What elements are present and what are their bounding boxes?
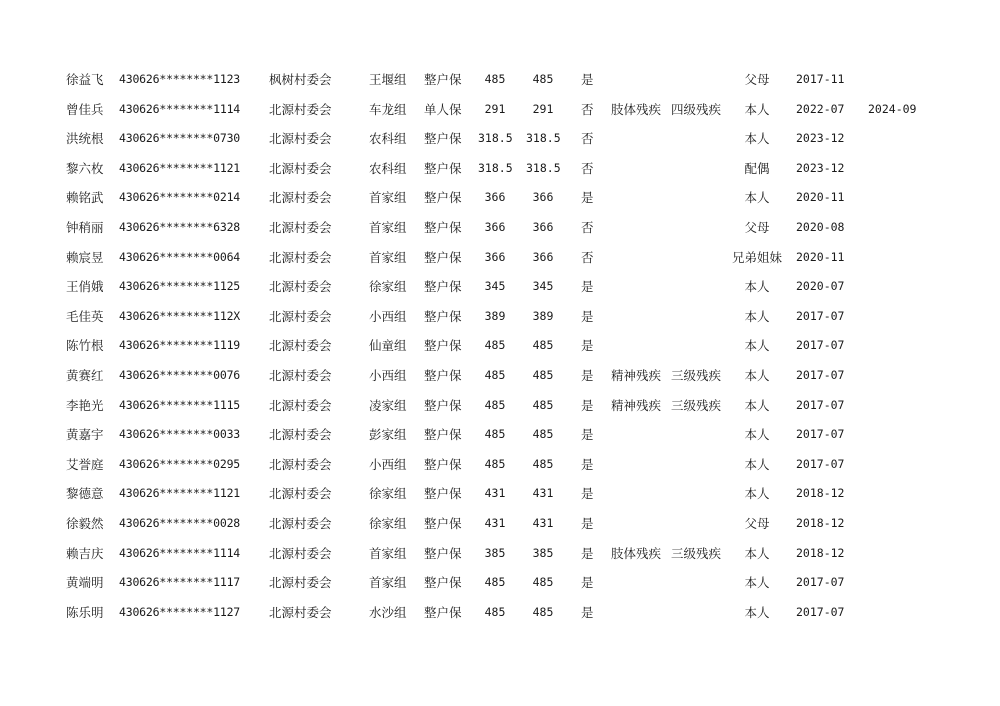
relation: 本人 (744, 545, 770, 561)
village-committee: 北源村委会 (269, 249, 332, 265)
id-number: 430626********0295 (119, 456, 241, 471)
flag-value: 否 (581, 160, 594, 176)
village-committee: 北源村委会 (269, 427, 332, 443)
flag-value: 否 (581, 131, 594, 147)
id-number: 430626********1127 (119, 604, 241, 619)
relation: 父母 (744, 515, 770, 531)
village-group: 凌家组 (369, 397, 407, 413)
flag-value: 否 (581, 101, 594, 117)
amount-paid: 389 (532, 308, 554, 323)
amount-standard: 485 (484, 604, 506, 619)
person-name: 赖铭武 (66, 190, 104, 206)
amount-standard: 385 (484, 545, 506, 560)
table-row (0, 95, 1000, 125)
person-name: 毛佳英 (66, 308, 104, 324)
person-name: 徐毅然 (66, 515, 104, 531)
assistance-type: 整户保 (424, 367, 462, 383)
amount-paid: 485 (532, 604, 554, 619)
village-committee: 北源村委会 (269, 160, 332, 176)
amount-standard: 485 (484, 427, 506, 442)
relation: 本人 (744, 604, 770, 620)
disability-type: 精神残疾 (611, 397, 662, 413)
person-name: 黎六枚 (66, 160, 104, 176)
amount-standard: 485 (484, 367, 506, 382)
relation: 本人 (744, 131, 770, 147)
flag-value: 是 (581, 456, 594, 472)
person-name: 艾誉庭 (66, 456, 104, 472)
village-group: 首家组 (369, 219, 407, 235)
person-name: 赖吉庆 (66, 545, 104, 561)
start-date: 2023-12 (796, 131, 845, 146)
table-row (0, 213, 1000, 243)
start-date: 2017-07 (796, 456, 845, 471)
end-date (868, 183, 928, 213)
village-group: 徐家组 (369, 279, 407, 295)
village-group: 王堰组 (369, 72, 407, 87)
amount-standard: 366 (484, 190, 506, 205)
disability-level (671, 479, 727, 509)
amount-paid: 485 (532, 427, 554, 442)
start-date: 2017-07 (796, 604, 845, 619)
relation: 本人 (744, 308, 770, 324)
amount-standard: 431 (484, 486, 506, 501)
id-number: 430626********0064 (119, 249, 241, 264)
disability-type (611, 598, 667, 628)
relation: 本人 (744, 279, 770, 295)
disability-level (671, 598, 727, 628)
amount-standard: 485 (484, 456, 506, 471)
assistance-type: 整户保 (424, 338, 462, 354)
person-name: 黄端明 (66, 575, 104, 591)
disability-type (611, 568, 667, 598)
village-committee: 北源村委会 (269, 279, 332, 295)
flag-value: 是 (581, 279, 594, 295)
assistance-type: 整户保 (424, 190, 462, 206)
flag-value: 否 (581, 249, 594, 265)
village-group: 首家组 (369, 249, 407, 265)
village-group: 农科组 (369, 131, 407, 147)
amount-standard: 345 (484, 279, 506, 294)
disability-type (611, 154, 667, 184)
id-number: 430626********1125 (119, 279, 241, 294)
disability-level: 三级残疾 (671, 397, 722, 413)
end-date (868, 450, 928, 480)
amount-paid: 431 (532, 486, 554, 501)
village-group: 农科组 (369, 160, 407, 176)
flag-value: 是 (581, 190, 594, 206)
assistance-type: 整户保 (424, 604, 462, 620)
end-date (868, 213, 928, 243)
amount-paid: 485 (532, 397, 554, 412)
relation: 本人 (744, 338, 770, 354)
relation: 配偶 (744, 160, 770, 176)
id-number: 430626********1115 (119, 397, 241, 412)
disability-type: 肢体残疾 (611, 101, 662, 117)
id-number: 430626********6328 (119, 219, 241, 234)
table-row (0, 539, 1000, 569)
flag-value: 是 (581, 604, 594, 620)
village-group: 首家组 (369, 545, 407, 561)
flag-value: 是 (581, 575, 594, 591)
assistance-type: 整户保 (424, 486, 462, 502)
id-number: 430626********1114 (119, 101, 241, 116)
start-date: 2017-07 (796, 308, 845, 323)
village-group: 首家组 (369, 575, 407, 591)
end-date (868, 479, 928, 509)
village-committee: 北源村委会 (269, 486, 332, 502)
relation: 兄弟姐妹 (731, 249, 782, 265)
disability-type: 肢体残疾 (611, 545, 662, 561)
disability-type (611, 183, 667, 213)
id-number: 430626********1123 (119, 72, 241, 86)
village-committee: 北源村委会 (269, 604, 332, 620)
amount-paid: 366 (532, 219, 554, 234)
disability-type: 精神残疾 (611, 367, 662, 383)
table-row (0, 391, 1000, 421)
table-row (0, 509, 1000, 539)
id-number: 430626********0076 (119, 367, 241, 382)
village-committee: 北源村委会 (269, 545, 332, 561)
person-name: 黎德意 (66, 486, 104, 502)
assistance-type: 整户保 (424, 427, 462, 443)
relation: 父母 (744, 72, 770, 87)
end-date: 2024-09 (868, 101, 917, 116)
start-date: 2018-12 (796, 486, 845, 501)
table-row (0, 568, 1000, 598)
end-date (868, 391, 928, 421)
id-number: 430626********1121 (119, 486, 241, 501)
relation: 本人 (744, 367, 770, 383)
village-group: 小西组 (369, 308, 407, 324)
id-number: 430626********1119 (119, 338, 241, 353)
village-committee: 北源村委会 (269, 219, 332, 235)
relation: 本人 (744, 101, 770, 117)
disability-type (611, 479, 667, 509)
end-date (868, 302, 928, 332)
village-group: 首家组 (369, 190, 407, 206)
table-row (0, 361, 1000, 391)
flag-value: 是 (581, 338, 594, 354)
amount-standard: 366 (484, 219, 506, 234)
amount-paid: 366 (532, 190, 554, 205)
assistance-type: 整户保 (424, 308, 462, 324)
table-row (0, 124, 1000, 154)
person-name: 黄赛红 (66, 367, 104, 383)
amount-paid: 318.5 (526, 160, 561, 175)
assistance-type: 整户保 (424, 515, 462, 531)
amount-standard: 291 (484, 101, 506, 116)
village-group: 车龙组 (369, 101, 407, 117)
flag-value: 是 (581, 427, 594, 443)
id-number: 430626********1121 (119, 160, 241, 175)
disability-level: 三级残疾 (671, 367, 722, 383)
end-date (868, 361, 928, 391)
disability-type (611, 509, 667, 539)
disability-level (671, 154, 727, 184)
disability-type (611, 213, 667, 243)
flag-value: 是 (581, 308, 594, 324)
disability-level (671, 272, 727, 302)
table-row (0, 65, 1000, 95)
assistance-type: 整户保 (424, 279, 462, 295)
disability-level (671, 509, 727, 539)
table-row (0, 243, 1000, 273)
id-number: 430626********0730 (119, 131, 241, 146)
id-number: 430626********1114 (119, 545, 241, 560)
table-row (0, 272, 1000, 302)
disability-level (671, 568, 727, 598)
table-row (0, 598, 1000, 628)
disability-type (611, 450, 667, 480)
village-group: 仙童组 (369, 338, 407, 354)
flag-value: 否 (581, 219, 594, 235)
assistance-type: 整户保 (424, 160, 462, 176)
person-name: 洪统根 (66, 131, 104, 147)
flag-value: 是 (581, 486, 594, 502)
flag-value: 是 (581, 515, 594, 531)
village-group: 小西组 (369, 367, 407, 383)
end-date (868, 272, 928, 302)
disability-type (611, 65, 667, 95)
end-date (868, 420, 928, 450)
start-date: 2018-12 (796, 515, 845, 530)
disability-type (611, 331, 667, 361)
village-group: 徐家组 (369, 486, 407, 502)
amount-standard: 485 (484, 72, 506, 86)
amount-paid: 485 (532, 456, 554, 471)
start-date: 2020-08 (796, 219, 845, 234)
person-name: 赖宸昱 (66, 249, 104, 265)
relation: 父母 (744, 219, 770, 235)
start-date: 2017-07 (796, 397, 845, 412)
disability-type (611, 302, 667, 332)
assistance-type: 整户保 (424, 72, 462, 87)
end-date (868, 509, 928, 539)
table-row (0, 450, 1000, 480)
disability-level (671, 65, 727, 95)
end-date (868, 124, 928, 154)
table-row (0, 154, 1000, 184)
amount-paid: 485 (532, 72, 554, 86)
amount-standard: 366 (484, 249, 506, 264)
village-committee: 北源村委会 (269, 338, 332, 354)
amount-paid: 485 (532, 575, 554, 590)
disability-level (671, 331, 727, 361)
amount-standard: 485 (484, 338, 506, 353)
start-date: 2017-07 (796, 427, 845, 442)
end-date (868, 539, 928, 569)
village-committee: 北源村委会 (269, 131, 332, 147)
assistance-type: 整户保 (424, 131, 462, 147)
start-date: 2017-07 (796, 575, 845, 590)
end-date (868, 243, 928, 273)
start-date: 2017-07 (796, 338, 845, 353)
id-number: 430626********0033 (119, 427, 241, 442)
flag-value: 是 (581, 367, 594, 383)
start-date: 2020-11 (796, 190, 845, 205)
table-row (0, 420, 1000, 450)
id-number: 430626********0028 (119, 515, 241, 530)
amount-paid: 485 (532, 367, 554, 382)
village-committee: 北源村委会 (269, 456, 332, 472)
disability-level (671, 183, 727, 213)
relation: 本人 (744, 456, 770, 472)
person-name: 李艳光 (66, 397, 104, 413)
start-date: 2022-07 (796, 101, 845, 116)
disability-level (671, 213, 727, 243)
person-name: 陈乐明 (66, 604, 104, 620)
assistance-type: 单人保 (424, 101, 462, 117)
person-name: 钟稍丽 (66, 219, 104, 235)
assistance-type: 整户保 (424, 219, 462, 235)
disability-level: 三级残疾 (671, 545, 722, 561)
amount-paid: 318.5 (526, 131, 561, 146)
amount-paid: 366 (532, 249, 554, 264)
id-number: 430626********1117 (119, 575, 241, 590)
end-date (868, 65, 928, 95)
person-name: 陈竹根 (66, 338, 104, 354)
relation: 本人 (744, 575, 770, 591)
disability-level: 四级残疾 (671, 101, 722, 117)
relation: 本人 (744, 486, 770, 502)
village-group: 小西组 (369, 456, 407, 472)
amount-paid: 485 (532, 338, 554, 353)
start-date: 2023-12 (796, 160, 845, 175)
start-date: 2017-11 (796, 72, 845, 86)
disability-type (611, 124, 667, 154)
id-number: 430626********112X (119, 308, 241, 323)
end-date (868, 331, 928, 361)
amount-paid: 385 (532, 545, 554, 560)
flag-value: 是 (581, 545, 594, 561)
assistance-type: 整户保 (424, 575, 462, 591)
person-name: 曾佳兵 (66, 101, 104, 117)
table-row (0, 479, 1000, 509)
amount-standard: 431 (484, 515, 506, 530)
amount-standard: 389 (484, 308, 506, 323)
disability-type (611, 243, 667, 273)
village-committee: 北源村委会 (269, 575, 332, 591)
relation: 本人 (744, 397, 770, 413)
amount-paid: 345 (532, 279, 554, 294)
village-committee: 枫树村委会 (269, 72, 332, 87)
start-date: 2018-12 (796, 545, 845, 560)
end-date (868, 154, 928, 184)
village-committee: 北源村委会 (269, 190, 332, 206)
id-number: 430626********0214 (119, 190, 241, 205)
flag-value: 是 (581, 397, 594, 413)
assistance-type: 整户保 (424, 397, 462, 413)
disability-level (671, 124, 727, 154)
amount-paid: 431 (532, 515, 554, 530)
document-table (0, 65, 1000, 627)
table-row (0, 183, 1000, 213)
relation: 本人 (744, 190, 770, 206)
village-committee: 北源村委会 (269, 397, 332, 413)
person-name: 黄嘉宇 (66, 427, 104, 443)
end-date (868, 598, 928, 628)
assistance-type: 整户保 (424, 545, 462, 561)
table-row (0, 302, 1000, 332)
village-group: 徐家组 (369, 515, 407, 531)
flag-value: 是 (581, 72, 594, 87)
person-name: 徐益飞 (66, 72, 104, 87)
amount-standard: 485 (484, 397, 506, 412)
start-date: 2017-07 (796, 367, 845, 382)
disability-level (671, 243, 727, 273)
disability-level (671, 450, 727, 480)
village-committee: 北源村委会 (269, 515, 332, 531)
person-name: 王俏娥 (66, 279, 104, 295)
village-committee: 北源村委会 (269, 101, 332, 117)
village-group: 水沙组 (369, 604, 407, 620)
disability-level (671, 302, 727, 332)
amount-standard: 318.5 (478, 131, 513, 146)
disability-level (671, 420, 727, 450)
disability-type (611, 272, 667, 302)
amount-paid: 291 (532, 101, 554, 116)
table-row (0, 331, 1000, 361)
relation: 本人 (744, 427, 770, 443)
village-committee: 北源村委会 (269, 308, 332, 324)
end-date (868, 568, 928, 598)
disability-type (611, 420, 667, 450)
start-date: 2020-07 (796, 279, 845, 294)
assistance-type: 整户保 (424, 456, 462, 472)
village-group: 彭家组 (369, 427, 407, 443)
amount-standard: 318.5 (478, 160, 513, 175)
village-committee: 北源村委会 (269, 367, 332, 383)
assistance-type: 整户保 (424, 249, 462, 265)
amount-standard: 485 (484, 575, 506, 590)
start-date: 2020-11 (796, 249, 845, 264)
